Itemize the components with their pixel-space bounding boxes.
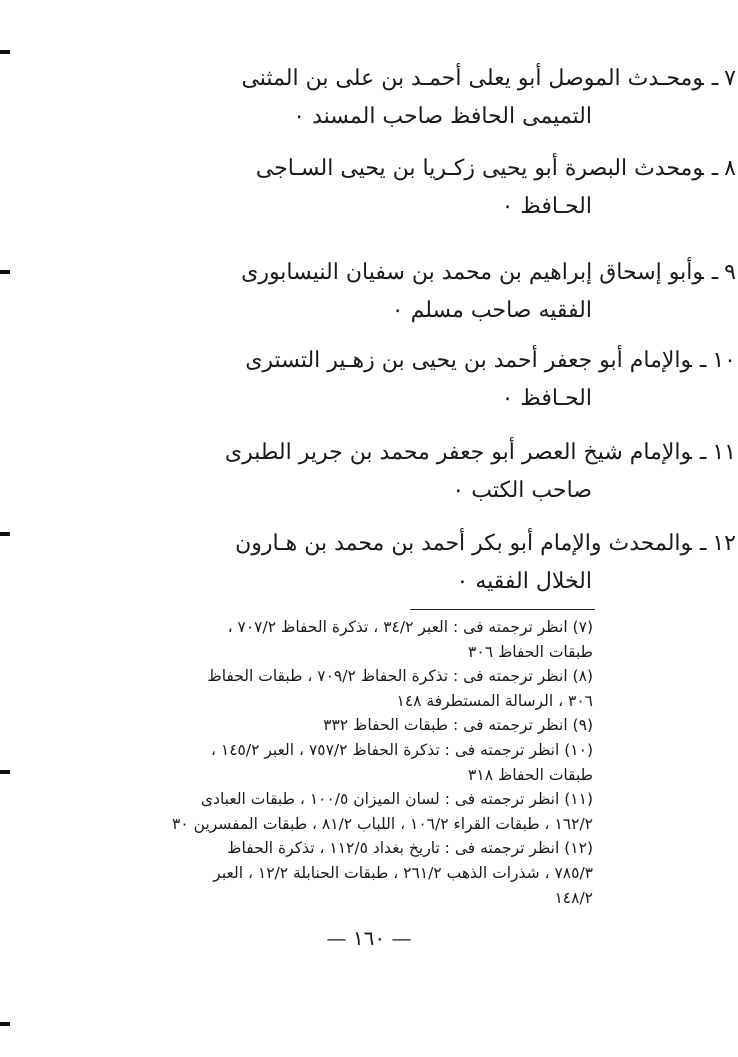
entry-text: والإمام أبو جعفر أحمد بن يحيى بن زهـير التسترى: [245, 348, 692, 373]
margin-mark: [0, 1022, 10, 1026]
margin-mark: [0, 270, 10, 274]
entry-text: وأبو إسحاق إبراهيم بن محمد بن سفيان النيسابورى: [241, 260, 704, 285]
entry-text: والمحدث والإمام أبو بكر أحمد بن محمد بن هـارون: [235, 531, 692, 556]
margin-mark: [0, 770, 10, 774]
entry-continuation: الفقيه صاحب مسلم ٠: [391, 298, 592, 323]
footnote-line: ٣٠٦ ، الرسالة المستطرفة ١٤٨: [396, 691, 593, 710]
biography-entry: [60, 152, 736, 224]
entry-continuation: التميمى الحافظ صاحب المسند ٠: [293, 104, 592, 129]
footnote-line: (١١) انظر ترجمته فى : لسان الميزان ١٠٠/٥ ، طبقات العبادى: [200, 790, 593, 809]
entry-first-line: [60, 344, 736, 378]
entry-dash: ـ: [711, 156, 719, 181]
entry-continuation: الحـافظ ٠: [501, 194, 592, 219]
entry-first-line: [60, 436, 736, 470]
entry-continuation: الحـافظ ٠: [501, 386, 592, 411]
entry-dash: ـ: [711, 66, 719, 91]
entry-continuation: صاحب الكتب ٠: [452, 478, 592, 503]
footnote-line: ١٤٨/٢: [554, 888, 593, 907]
entry-number: ١٠: [712, 348, 736, 373]
entry-number: ٧: [724, 66, 736, 91]
entry-dash: ـ: [699, 440, 707, 465]
entry-number: ٨: [724, 156, 736, 181]
margin-mark: [0, 532, 10, 536]
footnotes: [84, 615, 593, 910]
entry-dash: ـ: [699, 531, 707, 556]
entry-continuation: الخلال الفقيه ٠: [456, 569, 592, 594]
footnote-line: طبقات الحفاظ ٣٠٦: [468, 642, 593, 661]
biography-entry: [60, 527, 736, 599]
biography-entry: [60, 62, 736, 134]
entry-text: والإمام شيخ العصر أبو جعفر محمد بن جرير الطبرى: [224, 440, 692, 465]
footnote-line: ٧٨٥/٣ ، شذرات الذهب ٢٦١/٢ ، طبقات الحنابلة ١٢/٢ ، العبر: [213, 863, 593, 882]
biography-entry: [60, 256, 736, 328]
margin-mark: [0, 50, 10, 54]
footnote-line: (٩) انظر ترجمته فى : طبقات الحفاظ ٣٣٢: [323, 716, 593, 735]
footnote-line: (١٢) انظر ترجمته فى : تاريخ بغداد ١١٢/٥ ، تذكرة الحفاظ: [227, 839, 593, 858]
entry-first-line: [60, 62, 736, 96]
entry-text: ومحدث البصرة أبو يحيى زكـريا بن يحيى السـاجى: [255, 156, 704, 181]
footnote-line: ١٦٢/٢ ، طبقات القراء ١٠٦/٢ ، اللباب ٨١/٢ ، طبقات المفسرين ٣٠: [172, 814, 593, 833]
footnote-line: (١٠) انظر ترجمته فى : تذكرة الحفاظ ٧٥٧/٢ ، العبر ١٤٥/٢ ،: [210, 740, 593, 759]
footnote-line: طبقات الحفاظ ٣١٨: [468, 765, 593, 784]
entry-first-line: [60, 152, 736, 186]
footnote-separator: [410, 609, 595, 610]
entry-text: ومحـدث الموصل أبو يعلى أحمـد بن على بن المثنى: [241, 66, 704, 91]
entry-number: ٩: [724, 260, 736, 285]
entry-number: ١٢: [712, 531, 736, 556]
footnote-line: (٨) انظر ترجمته فى : تذكرة الحفاظ ٧٠٩/٢ ، طبقات الحفاظ: [207, 667, 593, 686]
biography-entry: [60, 344, 736, 416]
biography-entry: [60, 436, 736, 508]
entry-dash: ـ: [711, 260, 719, 285]
entry-dash: ـ: [699, 348, 707, 373]
footnote-line: (٧) انظر ترجمته فى : العبر ٣٤/٢ ، تذكرة الحفاظ ٧٠٧/٢ ،: [227, 618, 593, 636]
entry-number: ١١: [712, 440, 736, 465]
entry-first-line: [60, 527, 736, 561]
page-number: — ١٦٠ —: [326, 926, 412, 950]
entry-first-line: [60, 256, 736, 290]
